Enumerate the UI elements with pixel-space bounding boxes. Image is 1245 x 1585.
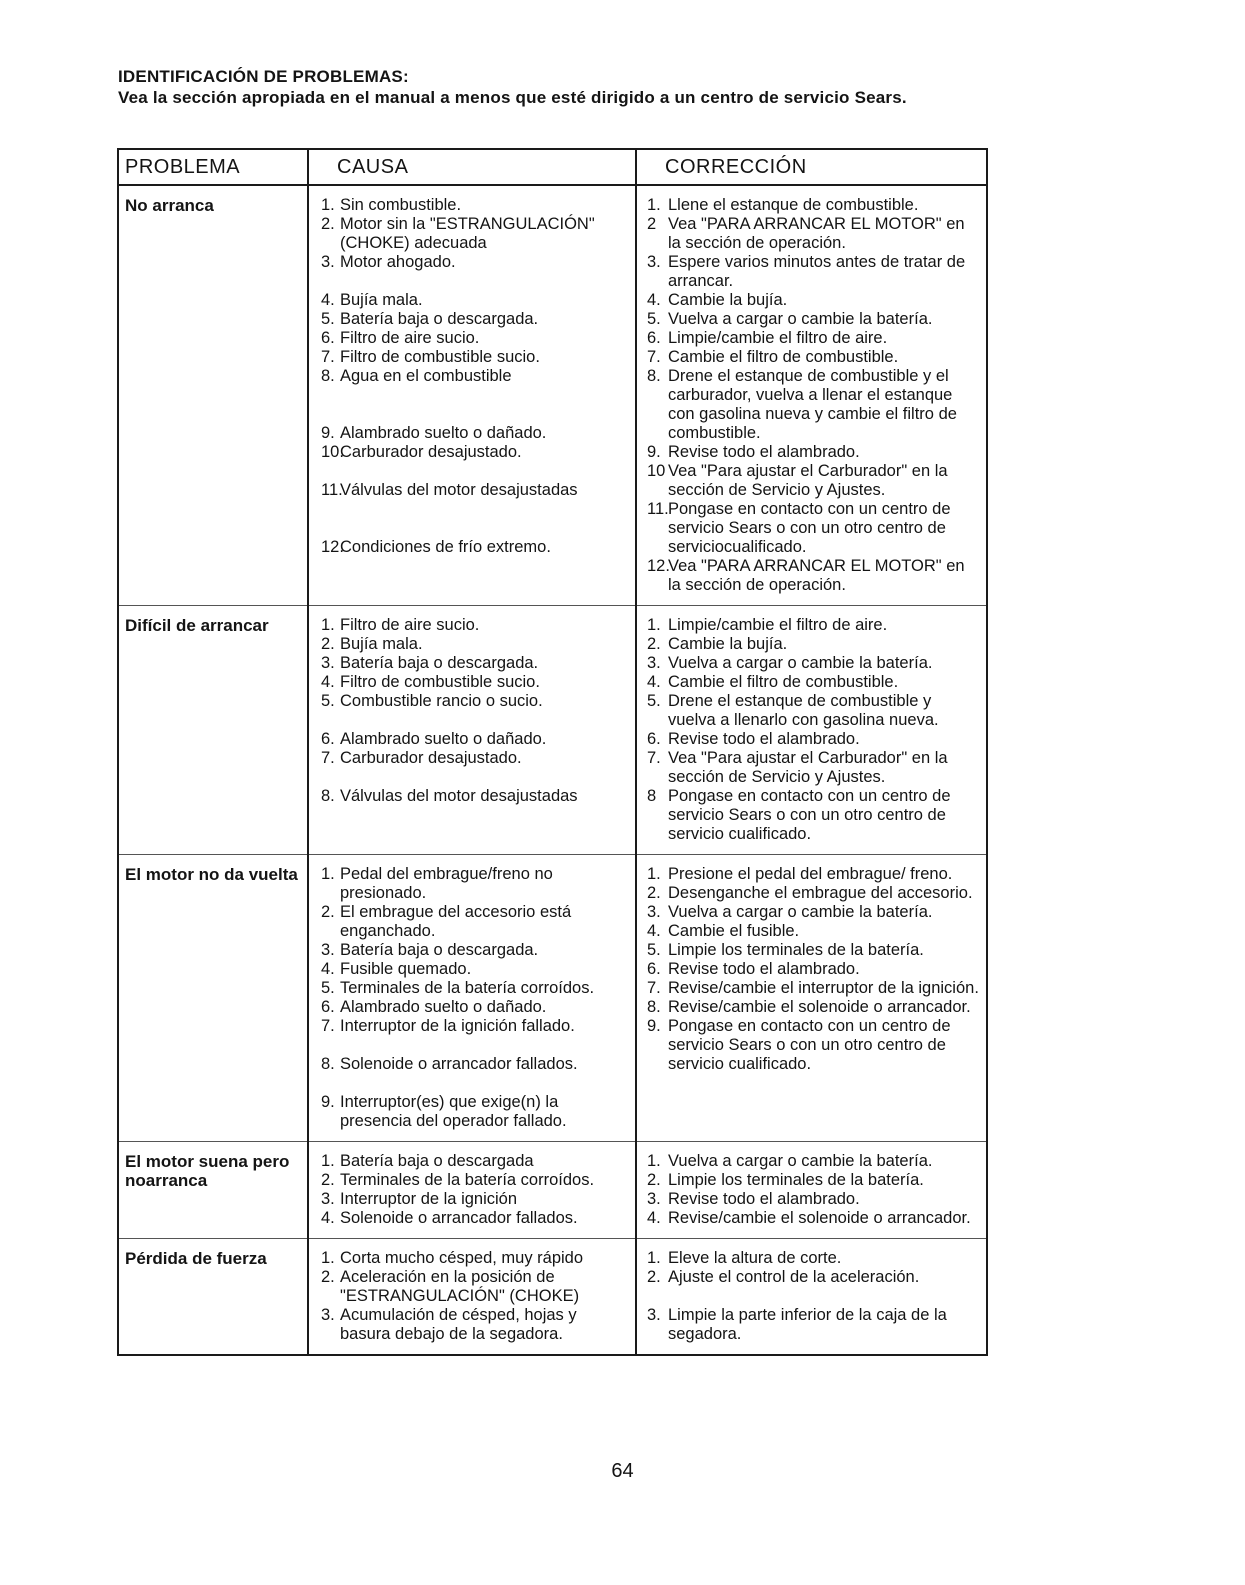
correction-item-text: Limpie/cambie el filtro de aire. [668, 329, 888, 347]
page-heading [118, 66, 1118, 108]
cause-item-text: Condiciones de frío extremo. [340, 538, 551, 556]
cause-item-number: 1. [321, 616, 335, 634]
correction-item-number: 1. [647, 1152, 661, 1170]
correction-item [643, 196, 982, 215]
cause-item [315, 635, 631, 654]
problem-cell: El motor no da vuelta [118, 855, 308, 1142]
cause-item-number: 3. [321, 654, 335, 672]
cause-item-text: Terminales de la batería corroídos. [340, 1171, 595, 1189]
correction-item [643, 787, 982, 844]
correction-item-number: 8 [647, 787, 657, 805]
cause-item [315, 1152, 631, 1171]
cause-item-text: Solenoide o arrancador fallados. [340, 1209, 578, 1227]
cause-item [315, 1055, 631, 1074]
cause-item-text: Motor ahogado. [340, 253, 456, 271]
problem-cell: Pérdida de fuerza [118, 1239, 308, 1356]
correction-item-text: Drene el estanque de combustible y el carburador, vuelva a llenar el estanque con gasolina nueva y cambie el filtro de combustible. [668, 367, 957, 442]
page-title: IDENTIFICACIÓN DE PROBLEMAS: [118, 67, 409, 86]
correction-item-number: 4. [647, 673, 661, 691]
correction-item-number: 3. [647, 253, 661, 271]
correction-item-text: Limpie los terminales de la batería. [668, 941, 924, 959]
correction-item [643, 1306, 982, 1344]
cause-item [315, 310, 631, 329]
cause-item-text: Acumulación de césped, hojas y basura debajo de la segadora. [340, 1306, 577, 1343]
cause-item-number: 5. [321, 310, 335, 328]
correction-item [643, 903, 982, 922]
correction-item-text: Limpie los terminales de la batería. [668, 1171, 924, 1189]
cause-item-number: 2. [321, 215, 335, 233]
correction-item-text: Vuelva a cargar o cambie la batería. [668, 310, 933, 328]
cause-item-text: Agua en el combustible [340, 367, 512, 385]
column-header-correccion: CORRECCIÓN [636, 149, 987, 185]
cause-item-number: 6. [321, 329, 335, 347]
correction-item [643, 998, 982, 1017]
cause-item-number: 4. [321, 291, 335, 309]
cause-item-text: Alambrado suelto o dañado. [340, 730, 547, 748]
cause-item-number: 11. [321, 481, 343, 499]
cause-item-text: Terminales de la batería corroídos. [340, 979, 595, 997]
cause-item-text: Filtro de combustible sucio. [340, 348, 540, 366]
correction-item [643, 730, 982, 749]
correction-item-number: 4. [647, 1209, 661, 1227]
cause-item [315, 367, 631, 386]
table-row [118, 606, 987, 855]
correction-item-text: Ajuste el control de la aceleración. [668, 1268, 920, 1286]
cause-item-number: 6. [321, 998, 335, 1016]
correction-item [643, 367, 982, 443]
correction-item-text: Espere varios minutos antes de tratar de arrancar. [668, 253, 966, 290]
page-number: 64 [611, 1460, 634, 1482]
correction-item-number: 1. [647, 1249, 661, 1267]
correction-item-text: Limpie/cambie el filtro de aire. [668, 616, 888, 634]
correction-item [643, 443, 982, 462]
correction-item-number: 2. [647, 884, 661, 902]
cause-item [315, 1171, 631, 1190]
correction-item [643, 635, 982, 654]
correction-item-text: Pongase en contacto con un centro de servicio Sears o con un otro centro de serviciocualificado. [668, 500, 951, 556]
correction-item-text: Llene el estanque de combustible. [668, 196, 919, 214]
correction-cell [636, 855, 987, 1142]
cause-item-text: Filtro de aire sucio. [340, 616, 480, 634]
cause-item-number: 1. [321, 1249, 335, 1267]
cause-item-number: 7. [321, 348, 335, 366]
cause-item-number: 1. [321, 196, 335, 214]
cause-item [315, 443, 631, 462]
correction-item [643, 291, 982, 310]
cause-item-text: Interruptor(es) que exige(n) la presencia del operador fallado. [340, 1093, 567, 1130]
cause-item-number: 5. [321, 979, 335, 997]
correction-item-number: 5. [647, 310, 661, 328]
cause-item-number: 4. [321, 1209, 335, 1227]
correction-cell [636, 1239, 987, 1356]
correction-item-text: Cambie el filtro de combustible. [668, 348, 899, 366]
cause-item-number: 7. [321, 749, 335, 767]
cause-item-text: Batería baja o descargada. [340, 310, 539, 328]
cause-item [315, 1306, 631, 1344]
correction-item-number: 3. [647, 903, 661, 921]
correction-item-number: 9. [647, 1017, 661, 1035]
correction-item-text: Eleve la altura de corte. [668, 1249, 842, 1267]
cause-item [315, 329, 631, 348]
cause-item-number: 3. [321, 253, 335, 271]
correction-list [643, 1152, 982, 1228]
correction-item-number: 10 [647, 462, 666, 480]
correction-item-text: Vea "Para ajustar el Carburador" en la sección de Servicio y Ajustes. [668, 749, 948, 786]
correction-item-number: 1. [647, 196, 661, 214]
column-header-causa: CAUSA [308, 149, 636, 185]
correction-item [643, 1268, 982, 1287]
correction-list [643, 616, 982, 844]
correction-item [643, 1209, 982, 1228]
cause-item-text: Corta mucho césped, muy rápido [340, 1249, 584, 1267]
cause-item [315, 538, 631, 557]
cause-item [315, 196, 631, 215]
cause-item-number: 1. [321, 865, 335, 883]
cause-item-text: Filtro de aire sucio. [340, 329, 480, 347]
correction-item-number: 7. [647, 749, 661, 767]
cause-item [315, 253, 631, 272]
cause-item-number: 3. [321, 1306, 335, 1324]
cause-item-number: 10. [321, 443, 344, 461]
cause-item-text: Bujía mala. [340, 291, 423, 309]
correction-item [643, 310, 982, 329]
correction-item-text: Revise/cambie el solenoide o arrancador. [668, 1209, 971, 1227]
cause-item [315, 787, 631, 806]
cause-item-text: Batería baja o descargada [340, 1152, 534, 1170]
cause-item-text: Motor sin la "ESTRANGULACIÓN" (CHOKE) adecuada [340, 215, 595, 252]
correction-item-text: Revise/cambie el solenoide o arrancador. [668, 998, 971, 1016]
cause-item [315, 1190, 631, 1209]
problem-cell: No arranca [118, 185, 308, 606]
cause-item [315, 730, 631, 749]
correction-item-text: Revise todo el alambrado. [668, 960, 860, 978]
cause-item-number: 4. [321, 960, 335, 978]
cause-item [315, 291, 631, 310]
cause-item [315, 979, 631, 998]
correction-item-text: Revise todo el alambrado. [668, 1190, 860, 1208]
cause-item-text: Bujía mala. [340, 635, 423, 653]
correction-item [643, 462, 982, 500]
cause-item [315, 348, 631, 367]
cause-item-number: 3. [321, 1190, 335, 1208]
cause-item-text: Válvulas del motor desajustadas [340, 481, 578, 499]
correction-item-number: 2. [647, 635, 661, 653]
correction-item-number: 2. [647, 1171, 661, 1189]
cause-cell [308, 1239, 636, 1356]
correction-item-text: Revise todo el alambrado. [668, 730, 860, 748]
cause-item-text: Combustible rancio o sucio. [340, 692, 543, 710]
correction-item-text: Revise todo el alambrado. [668, 443, 860, 461]
correction-cell [636, 606, 987, 855]
cause-item-number: 7. [321, 1017, 335, 1035]
correction-item [643, 329, 982, 348]
cause-item [315, 960, 631, 979]
cause-item-number: 2. [321, 1268, 335, 1286]
cause-cell [308, 855, 636, 1142]
cause-item-number: 2. [321, 635, 335, 653]
cause-item [315, 1249, 631, 1268]
correction-cell [636, 185, 987, 606]
cause-item-number: 8. [321, 1055, 335, 1073]
problem-cell: Difícil de arrancar [118, 606, 308, 855]
correction-item [643, 1190, 982, 1209]
cause-cell [308, 185, 636, 606]
correction-item [643, 884, 982, 903]
column-header-problema: PROBLEMA [118, 149, 308, 185]
correction-item-number: 9. [647, 443, 661, 461]
correction-item [643, 1152, 982, 1171]
cause-item [315, 1017, 631, 1036]
correction-cell [636, 1142, 987, 1239]
correction-item-number: 2. [647, 1268, 661, 1286]
correction-item-text: Presione el pedal del embrague/ freno. [668, 865, 953, 883]
cause-item-text: Alambrado suelto o dañado. [340, 424, 547, 442]
correction-item-number: 5. [647, 941, 661, 959]
cause-item-text: Interruptor de la ignición fallado. [340, 1017, 575, 1035]
correction-item-text: Cambie el filtro de combustible. [668, 673, 899, 691]
correction-item-number: 6. [647, 960, 661, 978]
correction-item-text: Vea "PARA ARRANCAR EL MOTOR" en la sección de operación. [668, 557, 965, 594]
correction-item-number: 8. [647, 998, 661, 1016]
correction-item [643, 865, 982, 884]
correction-item [643, 348, 982, 367]
correction-list [643, 196, 982, 595]
correction-item-text: Pongase en contacto con un centro de servicio Sears o con un otro centro de servicio cualificado. [668, 787, 951, 843]
cause-list [315, 1249, 631, 1344]
cause-list [315, 196, 631, 557]
cause-item-number: 4. [321, 673, 335, 691]
correction-item-text: Vuelva a cargar o cambie la batería. [668, 903, 933, 921]
correction-item-text: Cambie el fusible. [668, 922, 800, 940]
cause-item-text: Solenoide o arrancador fallados. [340, 1055, 578, 1073]
correction-item-text: Limpie la parte inferior de la caja de la segadora. [668, 1306, 947, 1343]
correction-item-text: Drene el estanque de combustible y vuelva a llenarlo con gasolina nueva. [668, 692, 939, 729]
correction-item [643, 1249, 982, 1268]
correction-item-number: 4. [647, 922, 661, 940]
correction-item [643, 960, 982, 979]
correction-item-number: 8. [647, 367, 661, 385]
cause-item-number: 12. [321, 538, 344, 556]
cause-item-text: Interruptor de la ignición [340, 1190, 518, 1208]
cause-item-text: Alambrado suelto o dañado. [340, 998, 547, 1016]
correction-item-number: 7. [647, 348, 661, 366]
cause-item-number: 2. [321, 903, 335, 921]
correction-item-number: 5. [647, 692, 661, 710]
table-body [118, 185, 987, 1355]
cause-item [315, 424, 631, 443]
cause-item-number: 5. [321, 692, 335, 710]
correction-item-text: Vuelva a cargar o cambie la batería. [668, 654, 933, 672]
page-subtitle: Vea la sección apropiada en el manual a menos que esté dirigido a un centro de servicio Sears. [118, 88, 907, 107]
correction-item-number: 3. [647, 1190, 661, 1208]
cause-list [315, 865, 631, 1131]
correction-item-number: 7. [647, 979, 661, 997]
correction-item-text: Vuelva a cargar o cambie la batería. [668, 1152, 933, 1170]
cause-item-text: Válvulas del motor desajustadas [340, 787, 578, 805]
problem-cell: El motor suena pero noarranca [118, 1142, 308, 1239]
correction-item [643, 1171, 982, 1190]
correction-item-text: Desenganche el embrague del accesorio. [668, 884, 973, 902]
correction-item [643, 500, 982, 557]
correction-item-number: 2 [647, 215, 657, 233]
cause-list [315, 616, 631, 806]
cause-item-number: 8. [321, 367, 335, 385]
correction-item [643, 1017, 982, 1074]
cause-item-text: Carburador desajustado. [340, 749, 522, 767]
correction-item [643, 692, 982, 730]
cause-item-text: Batería baja o descargada. [340, 654, 539, 672]
correction-item-text: Vea "PARA ARRANCAR EL MOTOR" en la sección de operación. [668, 215, 965, 252]
correction-item [643, 557, 982, 595]
correction-item [643, 253, 982, 291]
cause-item [315, 215, 631, 253]
cause-item-text: Filtro de combustible sucio. [340, 673, 540, 691]
correction-item-number: 1. [647, 865, 661, 883]
cause-item-text: Pedal del embrague/freno no presionado. [340, 865, 553, 902]
cause-item-number: 6. [321, 730, 335, 748]
cause-item-text: Sin combustible. [340, 196, 462, 214]
cause-item [315, 1209, 631, 1228]
correction-item-number: 3. [647, 654, 661, 672]
table-row [118, 1142, 987, 1239]
cause-item-number: 8. [321, 787, 335, 805]
correction-list [643, 1249, 982, 1344]
correction-item-number: 11. [647, 500, 669, 518]
correction-item [643, 941, 982, 960]
cause-item [315, 654, 631, 673]
table-row [118, 855, 987, 1142]
cause-item-text: Aceleración en la posición de "ESTRANGULACIÓN" (CHOKE) [340, 1268, 580, 1305]
troubleshooting-table [117, 148, 988, 1356]
cause-item-number: 2. [321, 1171, 335, 1189]
cause-item [315, 1093, 631, 1131]
cause-cell [308, 1142, 636, 1239]
cause-item [315, 749, 631, 768]
correction-item-text: Vea "Para ajustar el Carburador" en la sección de Servicio y Ajustes. [668, 462, 948, 499]
correction-list [643, 865, 982, 1074]
cause-list [315, 1152, 631, 1228]
cause-item [315, 941, 631, 960]
cause-item-number: 9. [321, 424, 335, 442]
cause-item [315, 903, 631, 941]
correction-item-number: 6. [647, 730, 661, 748]
cause-item-number: 3. [321, 941, 335, 959]
correction-item [643, 979, 982, 998]
cause-item-text: Fusible quemado. [340, 960, 472, 978]
cause-item-number: 1. [321, 1152, 335, 1170]
correction-item-number: 6. [647, 329, 661, 347]
correction-item [643, 673, 982, 692]
correction-item-number: 12. [647, 557, 670, 575]
cause-item [315, 998, 631, 1017]
cause-item [315, 673, 631, 692]
correction-item-text: Pongase en contacto con un centro de servicio Sears o con un otro centro de servicio cualificado. [668, 1017, 951, 1073]
cause-item [315, 616, 631, 635]
correction-item [643, 654, 982, 673]
correction-item [643, 749, 982, 787]
cause-item [315, 865, 631, 903]
cause-item [315, 692, 631, 711]
cause-cell [308, 606, 636, 855]
table-header-row [118, 149, 987, 185]
correction-item [643, 922, 982, 941]
correction-item-number: 3. [647, 1306, 661, 1324]
correction-item-text: Cambie la bujía. [668, 291, 788, 309]
table-row [118, 1239, 987, 1356]
cause-item [315, 1268, 631, 1306]
correction-item-number: 4. [647, 291, 661, 309]
cause-item-number: 9. [321, 1093, 335, 1111]
correction-item-text: Revise/cambie el interruptor de la ignición. [668, 979, 979, 997]
cause-item [315, 481, 631, 500]
correction-item [643, 616, 982, 635]
table-row [118, 185, 987, 606]
correction-item-text: Cambie la bujía. [668, 635, 788, 653]
cause-item-text: Carburador desajustado. [340, 443, 522, 461]
correction-item [643, 215, 982, 253]
cause-item-text: El embrague del accesorio está enganchado. [340, 903, 572, 940]
cause-item-text: Batería baja o descargada. [340, 941, 539, 959]
correction-item-number: 1. [647, 616, 661, 634]
